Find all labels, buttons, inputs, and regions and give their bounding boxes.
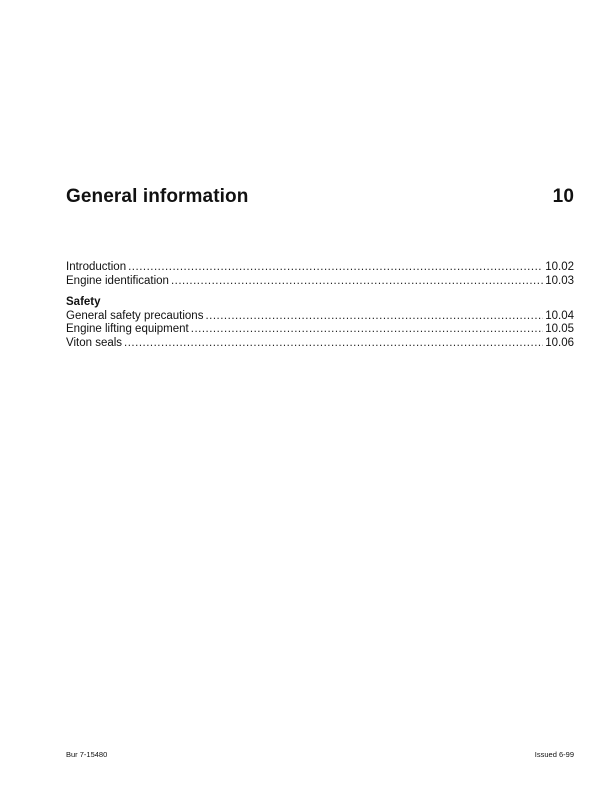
dot-leader (191, 323, 543, 337)
dot-leader (128, 261, 543, 275)
toc-entry-engine-identification[interactable] (66, 275, 574, 289)
toc-section-heading-safety: Safety (66, 296, 101, 308)
toc-entry-title: Viton seals (66, 336, 123, 349)
toc-entry-page: 10.06 (545, 336, 574, 349)
toc-entry-title: Engine lifting equipment (66, 323, 189, 335)
chapter-number: 10 (552, 186, 574, 207)
dot-leader (205, 310, 543, 324)
toc-entry-page: 10.04 (545, 309, 574, 322)
toc-entry-title: General safety precautions (66, 309, 204, 322)
toc-entry-viton-seals[interactable] (66, 337, 574, 351)
toc-entry-title: Engine identification (66, 274, 169, 287)
chapter-heading (66, 186, 574, 208)
table-of-contents (66, 261, 574, 350)
toc-entry-engine-lifting-equipment[interactable] (66, 323, 574, 337)
toc-entry-page: 10.02 (545, 261, 574, 273)
toc-entry-general-safety-precautions[interactable] (66, 310, 574, 324)
footer-document-number: Bur 7-15480 (66, 750, 108, 759)
footer-issue-date: Issued 6-99 (534, 750, 574, 759)
toc-entry-page: 10.05 (545, 323, 574, 335)
dot-leader (171, 275, 543, 289)
dot-leader (124, 337, 543, 351)
toc-entry-introduction[interactable] (66, 261, 574, 275)
toc-entry-title: Introduction (66, 261, 127, 273)
toc-entry-page: 10.03 (545, 274, 574, 287)
chapter-title: General information (66, 186, 249, 207)
